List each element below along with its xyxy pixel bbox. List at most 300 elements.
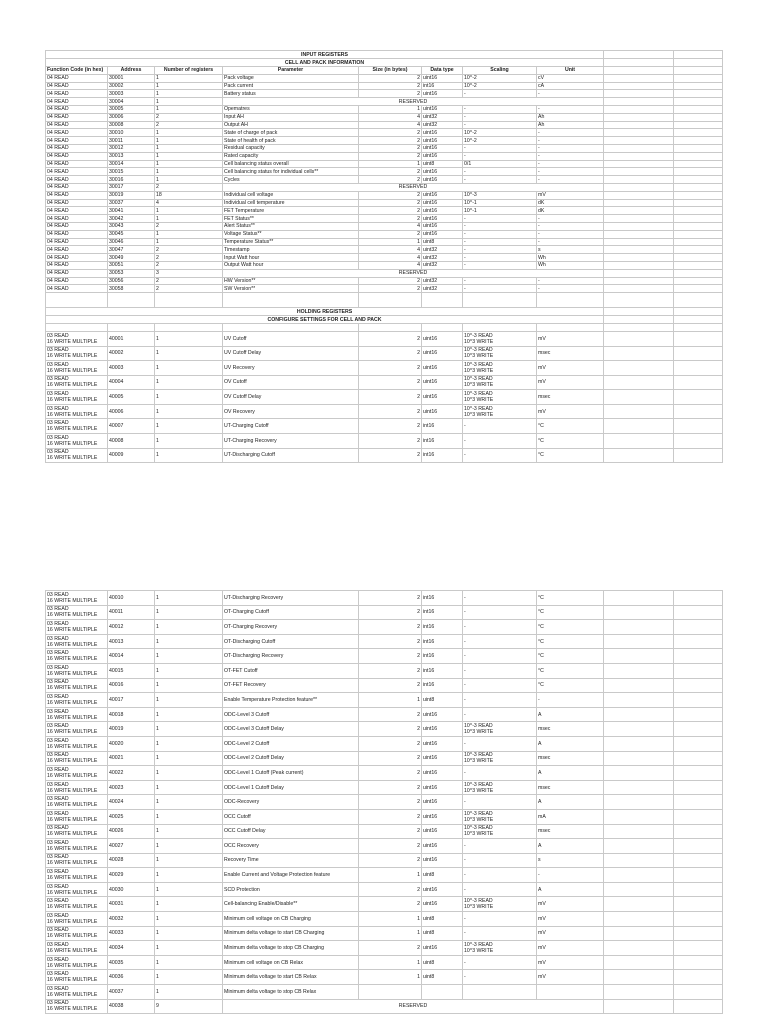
table-cell: 40033 xyxy=(108,926,155,941)
table-cell: 1 xyxy=(155,868,223,883)
table-row xyxy=(46,605,723,620)
table-cell: °C xyxy=(537,434,604,449)
table-cell: 40028 xyxy=(108,853,155,868)
table-cell: 2 xyxy=(359,375,422,390)
table-cell: Unit xyxy=(537,67,604,75)
table-cell: OCC Cutoff xyxy=(223,809,359,824)
table-cell: 04 READ xyxy=(46,144,108,152)
table-cell: uint16 xyxy=(422,74,463,82)
table-cell: 04 READ xyxy=(46,137,108,145)
table-cell: 1 xyxy=(155,419,223,434)
table-cell: 10^-3 READ 10^3 WRITE xyxy=(463,780,537,795)
table-cell: Timestamp xyxy=(223,246,359,254)
table-cell: uint32 xyxy=(422,121,463,129)
table-cell: 1 xyxy=(155,591,223,606)
table-cell: - xyxy=(463,795,537,810)
table-cell: 10^-3 READ 10^3 WRITE xyxy=(463,331,537,346)
table-cell: 1 xyxy=(155,649,223,664)
table-cell: msec xyxy=(537,390,604,405)
table-cell: 4 xyxy=(359,254,422,262)
table-row xyxy=(46,926,723,941)
table-cell: 30006 xyxy=(108,113,155,121)
table-cell: uint16 xyxy=(422,215,463,223)
table-cell: 1 xyxy=(155,897,223,912)
table-cell: - xyxy=(537,868,604,883)
table-cell: Battery status xyxy=(223,90,359,98)
table-cell: - xyxy=(463,434,537,449)
table-cell: 40023 xyxy=(108,780,155,795)
table-cell: 1 xyxy=(155,634,223,649)
table-cell: mV xyxy=(537,955,604,970)
table-cell: 30013 xyxy=(108,152,155,160)
table-cell: Parameter xyxy=(223,67,359,75)
table-cell: Minimum delta voltage to stop CB Relax xyxy=(223,985,359,1000)
table-cell: °C xyxy=(537,620,604,635)
table-cell: uint16 xyxy=(422,168,463,176)
table-cell: uint16 xyxy=(422,375,463,390)
table-row xyxy=(46,678,723,693)
table-row xyxy=(46,269,723,277)
table-cell xyxy=(537,985,604,1000)
table-cell: 40031 xyxy=(108,897,155,912)
table-cell xyxy=(359,985,422,1000)
table-cell: OV Recovery xyxy=(223,404,359,419)
table-cell: °C xyxy=(537,448,604,463)
table-cell: 1 xyxy=(155,98,223,106)
table-cell: RESERVED xyxy=(223,269,604,277)
table-cell: 04 READ xyxy=(46,207,108,215)
table-cell: uint16 xyxy=(422,176,463,184)
table-cell: 1 xyxy=(155,605,223,620)
table-cell: 1 xyxy=(155,824,223,839)
table-cell: 03 READ 16 WRITE MULTIPLE xyxy=(46,839,108,854)
table-cell: mV xyxy=(537,970,604,985)
table-cell: 10^-3 READ 10^3 WRITE xyxy=(463,941,537,956)
table-cell: - xyxy=(463,591,537,606)
table-cell: 30002 xyxy=(108,82,155,90)
table-cell: 1 xyxy=(155,620,223,635)
table-cell: mV xyxy=(537,897,604,912)
table-cell: RESERVED xyxy=(223,999,604,1014)
table-cell: - xyxy=(463,121,537,129)
table-cell: - xyxy=(463,912,537,927)
table-cell: - xyxy=(463,678,537,693)
table-cell: 1 xyxy=(155,722,223,737)
table-cell: 2 xyxy=(359,176,422,184)
table-cell: - xyxy=(463,707,537,722)
table-row xyxy=(46,207,723,215)
table-cell: 04 READ xyxy=(46,277,108,285)
table-cell: uint32 xyxy=(422,113,463,121)
table-cell: 1 xyxy=(155,751,223,766)
table-row xyxy=(46,853,723,868)
table-row xyxy=(46,780,723,795)
table-cell: 10^-3 READ 10^3 WRITE xyxy=(463,722,537,737)
table-cell: 03 READ 16 WRITE MULTIPLE xyxy=(46,766,108,781)
table-row xyxy=(46,152,723,160)
table-cell: uint16 xyxy=(422,361,463,376)
table-cell: 2 xyxy=(359,390,422,405)
table-cell: 04 READ xyxy=(46,113,108,121)
table-cell: - xyxy=(537,144,604,152)
table-cell: 04 READ xyxy=(46,269,108,277)
table-row xyxy=(46,144,723,152)
table-cell: 1 xyxy=(155,941,223,956)
table-cell: 1 xyxy=(155,90,223,98)
table-cell: - xyxy=(463,419,537,434)
table-row xyxy=(46,361,723,376)
table-cell: - xyxy=(463,634,537,649)
table-cell: 03 READ 16 WRITE MULTIPLE xyxy=(46,361,108,376)
table-cell: Ah xyxy=(537,113,604,121)
table-row xyxy=(46,419,723,434)
table-cell: - xyxy=(463,215,537,223)
table-cell: 30014 xyxy=(108,160,155,168)
table-cell: °C xyxy=(537,419,604,434)
table-cell: 1 xyxy=(155,230,223,238)
table-cell: 03 READ 16 WRITE MULTIPLE xyxy=(46,434,108,449)
table-cell: 2 xyxy=(155,261,223,269)
table-cell: - xyxy=(463,152,537,160)
table-cell: 03 READ 16 WRITE MULTIPLE xyxy=(46,448,108,463)
table-cell: 40025 xyxy=(108,809,155,824)
table-cell: 1 xyxy=(155,152,223,160)
table-cell: OCC Cutoff Delay xyxy=(223,824,359,839)
table-cell: 40012 xyxy=(108,620,155,635)
table-cell: UT-Charging Recovery xyxy=(223,434,359,449)
table-cell: Scaling xyxy=(463,67,537,75)
table-cell: 03 READ 16 WRITE MULTIPLE xyxy=(46,620,108,635)
table-cell: 04 READ xyxy=(46,176,108,184)
table-cell: - xyxy=(537,277,604,285)
table-cell: °C xyxy=(537,649,604,664)
table-cell: 1 xyxy=(155,795,223,810)
table-cell: 40030 xyxy=(108,882,155,897)
table-cell: Rated capacity xyxy=(223,152,359,160)
table-cell: 1 xyxy=(359,868,422,883)
table-cell: 1 xyxy=(359,926,422,941)
table-cell: 1 xyxy=(155,390,223,405)
table-row xyxy=(46,634,723,649)
table-cell: 40009 xyxy=(108,448,155,463)
table-cell: UV Recovery xyxy=(223,361,359,376)
table-cell: - xyxy=(463,955,537,970)
table-cell: - xyxy=(463,176,537,184)
table-cell: uint16 xyxy=(422,766,463,781)
table-cell: 1 xyxy=(359,105,422,113)
table-cell: Pack voltage xyxy=(223,74,359,82)
table-cell: - xyxy=(463,105,537,113)
table-cell: 40017 xyxy=(108,693,155,708)
section-title-row xyxy=(46,316,723,324)
table-cell: uint16 xyxy=(422,722,463,737)
table-cell: uint16 xyxy=(422,736,463,751)
table-cell: Opematres xyxy=(223,105,359,113)
table-cell: 2 xyxy=(359,605,422,620)
table-cell: 03 READ 16 WRITE MULTIPLE xyxy=(46,678,108,693)
table-cell: 1 xyxy=(155,238,223,246)
table-cell: 10^-3 xyxy=(463,191,537,199)
table-cell: 04 READ xyxy=(46,129,108,137)
table-row xyxy=(46,591,723,606)
table-row xyxy=(46,246,723,254)
table-cell: 04 READ xyxy=(46,183,108,191)
table-row xyxy=(46,882,723,897)
table-cell: 40029 xyxy=(108,868,155,883)
table-cell: - xyxy=(463,113,537,121)
table-cell: 30053 xyxy=(108,269,155,277)
table-row xyxy=(46,722,723,737)
table-cell: 1 xyxy=(155,912,223,927)
table-cell: Voltage Status** xyxy=(223,230,359,238)
table-cell: uint8 xyxy=(422,955,463,970)
table-cell: - xyxy=(463,839,537,854)
table-cell: HOLDING REGISTERS xyxy=(46,308,604,316)
table-cell: uint16 xyxy=(422,222,463,230)
table-cell: 40034 xyxy=(108,941,155,956)
table-cell: 10^-1 xyxy=(463,199,537,207)
table-cell: 2 xyxy=(359,882,422,897)
table-cell: uint16 xyxy=(422,897,463,912)
table-cell: Function Code (in hex) xyxy=(46,67,108,75)
table-cell: 1 xyxy=(359,238,422,246)
table-cell: mV xyxy=(537,191,604,199)
table-cell: uint32 xyxy=(422,261,463,269)
table-cell: int16 xyxy=(422,605,463,620)
table-cell: Input AH xyxy=(223,113,359,121)
table-cell: uint32 xyxy=(422,277,463,285)
table-cell: Cell-balancing Enable/Disable** xyxy=(223,897,359,912)
table-cell: 30042 xyxy=(108,215,155,223)
table-cell: 2 xyxy=(155,183,223,191)
table-cell: 1 xyxy=(155,853,223,868)
table-cell: OT-Charging Recovery xyxy=(223,620,359,635)
table-cell: 1 xyxy=(155,882,223,897)
table-cell: mV xyxy=(537,941,604,956)
table-cell: 10^-1 xyxy=(463,207,537,215)
table-cell: 2 xyxy=(359,722,422,737)
table-cell: 2 xyxy=(359,168,422,176)
table-cell: 03 READ 16 WRITE MULTIPLE xyxy=(46,663,108,678)
table-cell: mV xyxy=(537,361,604,376)
table-cell: int16 xyxy=(422,620,463,635)
table-cell: int16 xyxy=(422,634,463,649)
table-cell: 40010 xyxy=(108,591,155,606)
table-cell: uint16 xyxy=(422,199,463,207)
table-cell: 2 xyxy=(359,191,422,199)
table-cell: s xyxy=(537,853,604,868)
table-cell: Input Watt hour xyxy=(223,254,359,262)
table-cell: A xyxy=(537,839,604,854)
table-row xyxy=(46,649,723,664)
table-cell: 1 xyxy=(155,105,223,113)
table-cell: 1 xyxy=(155,809,223,824)
table-cell: 03 READ 16 WRITE MULTIPLE xyxy=(46,853,108,868)
table-cell: 1 xyxy=(155,129,223,137)
table-cell: 1 xyxy=(155,137,223,145)
table-cell: 04 READ xyxy=(46,230,108,238)
table-cell: 03 READ 16 WRITE MULTIPLE xyxy=(46,346,108,361)
table-cell: s xyxy=(537,246,604,254)
table-cell: 03 READ 16 WRITE MULTIPLE xyxy=(46,649,108,664)
table-cell: 04 READ xyxy=(46,199,108,207)
table-cell: - xyxy=(463,620,537,635)
table-cell: int16 xyxy=(422,434,463,449)
table-cell: 9 xyxy=(155,999,223,1014)
table-cell: 1 xyxy=(155,361,223,376)
table-cell: uint16 xyxy=(422,191,463,199)
table-cell: 03 READ 16 WRITE MULTIPLE xyxy=(46,634,108,649)
table-cell: - xyxy=(463,605,537,620)
table-cell: 2 xyxy=(359,941,422,956)
table-cell: UV Cutoff xyxy=(223,331,359,346)
table-cell: 1 xyxy=(155,144,223,152)
table-cell: 30003 xyxy=(108,90,155,98)
table-cell: - xyxy=(537,215,604,223)
table-cell: 40020 xyxy=(108,736,155,751)
table-cell: 1 xyxy=(155,926,223,941)
table-cell: 30005 xyxy=(108,105,155,113)
table-cell: 1 xyxy=(155,839,223,854)
table-cell: 10^-3 READ 10^3 WRITE xyxy=(463,361,537,376)
table-cell: Cell balancing status overall xyxy=(223,160,359,168)
table-cell: uint16 xyxy=(422,882,463,897)
table-cell: - xyxy=(537,176,604,184)
table-cell: uint8 xyxy=(422,160,463,168)
table-cell: 10^-3 READ 10^3 WRITE xyxy=(463,824,537,839)
table-cell: 1 xyxy=(155,346,223,361)
table-row xyxy=(46,129,723,137)
table-row xyxy=(46,74,723,82)
table-cell: SCD Protection xyxy=(223,882,359,897)
table-cell: Cell balancing status for individual cells** xyxy=(223,168,359,176)
table-cell: A xyxy=(537,882,604,897)
table-cell: 04 READ xyxy=(46,152,108,160)
table-cell: 30045 xyxy=(108,230,155,238)
table-cell: 1 xyxy=(155,404,223,419)
table-cell: 40016 xyxy=(108,678,155,693)
table-cell: ODC-Level 3 Cutoff Delay xyxy=(223,722,359,737)
table-row xyxy=(46,137,723,145)
table-cell: 30004 xyxy=(108,98,155,106)
table-cell: - xyxy=(537,222,604,230)
table-cell: °C xyxy=(537,678,604,693)
table-cell: 4 xyxy=(359,246,422,254)
table-cell xyxy=(463,985,537,1000)
table-cell: 1 xyxy=(155,970,223,985)
table-cell: Minimum delta voltage to start CB Relax xyxy=(223,970,359,985)
section-title-row xyxy=(46,51,723,59)
table-cell: UV Cutoff Delay xyxy=(223,346,359,361)
table-cell: uint8 xyxy=(422,238,463,246)
table-cell: 30008 xyxy=(108,121,155,129)
table-cell: ODC-Level 2 Cutoff Delay xyxy=(223,751,359,766)
table-cell: 2 xyxy=(359,361,422,376)
table-row xyxy=(46,390,723,405)
table-cell: FET Status** xyxy=(223,215,359,223)
table-cell: uint32 xyxy=(422,246,463,254)
table-cell: - xyxy=(463,261,537,269)
table-row xyxy=(46,663,723,678)
table-cell: 40019 xyxy=(108,722,155,737)
table-cell: 40006 xyxy=(108,404,155,419)
table-cell: - xyxy=(463,90,537,98)
table-cell: Individual cell temperature xyxy=(223,199,359,207)
table-row xyxy=(46,82,723,90)
table-cell: 2 xyxy=(359,419,422,434)
table-cell: 2 xyxy=(359,207,422,215)
table-cell: Individual cell voltage xyxy=(223,191,359,199)
table-cell: °C xyxy=(537,591,604,606)
table-cell: - xyxy=(463,448,537,463)
table-cell: 10^-3 READ 10^3 WRITE xyxy=(463,809,537,824)
table-cell: 1 xyxy=(155,985,223,1000)
table-cell: int16 xyxy=(422,82,463,90)
table-cell: Output AH xyxy=(223,121,359,129)
table-cell: 04 READ xyxy=(46,105,108,113)
table-cell xyxy=(422,985,463,1000)
table-cell: A xyxy=(537,707,604,722)
table-cell: 03 READ 16 WRITE MULTIPLE xyxy=(46,809,108,824)
table-cell: 1 xyxy=(155,74,223,82)
table-cell: 2 xyxy=(359,620,422,635)
table-cell: 1 xyxy=(155,766,223,781)
table-row xyxy=(46,90,723,98)
table-cell: 40026 xyxy=(108,824,155,839)
table-cell: 1 xyxy=(155,736,223,751)
table-row xyxy=(46,751,723,766)
table-cell: - xyxy=(463,144,537,152)
table-cell: 1 xyxy=(155,168,223,176)
table-cell: 40021 xyxy=(108,751,155,766)
table-cell: 04 READ xyxy=(46,74,108,82)
table-cell: °C xyxy=(537,663,604,678)
table-cell: FET Temperature xyxy=(223,207,359,215)
table-cell: - xyxy=(537,285,604,293)
holding-registers-continued-table xyxy=(45,590,723,1014)
table-cell: 30058 xyxy=(108,285,155,293)
table-cell: 03 READ 16 WRITE MULTIPLE xyxy=(46,795,108,810)
table-cell: HW Version** xyxy=(223,277,359,285)
table-cell: 30016 xyxy=(108,176,155,184)
table-cell: 2 xyxy=(359,277,422,285)
table-cell: 40002 xyxy=(108,346,155,361)
table-cell: OT-Charging Cutoff xyxy=(223,605,359,620)
table-cell: 40015 xyxy=(108,663,155,678)
table-cell: Output Watt hour xyxy=(223,261,359,269)
table-cell: dK xyxy=(537,207,604,215)
table-cell: uint8 xyxy=(422,693,463,708)
table-cell: Minimum cell voltage on CB Relax xyxy=(223,955,359,970)
table-cell: uint16 xyxy=(422,839,463,854)
table-cell: 03 READ 16 WRITE MULTIPLE xyxy=(46,605,108,620)
table-cell: ODC-Level 1 Cutoff (Peak current) xyxy=(223,766,359,781)
table-cell: 0/1 xyxy=(463,160,537,168)
table-cell: UT-Discharging Cutoff xyxy=(223,448,359,463)
table-cell: RESERVED xyxy=(223,183,604,191)
table-row xyxy=(46,261,723,269)
table-cell: 03 READ 16 WRITE MULTIPLE xyxy=(46,375,108,390)
table-cell: 1 xyxy=(155,707,223,722)
table-cell: 03 READ 16 WRITE MULTIPLE xyxy=(46,331,108,346)
table-cell: uint16 xyxy=(422,152,463,160)
table-row xyxy=(46,254,723,262)
table-cell: 2 xyxy=(155,277,223,285)
table-row xyxy=(46,809,723,824)
table-cell: 2 xyxy=(359,591,422,606)
table-cell: 2 xyxy=(359,839,422,854)
table-cell: 1 xyxy=(155,160,223,168)
